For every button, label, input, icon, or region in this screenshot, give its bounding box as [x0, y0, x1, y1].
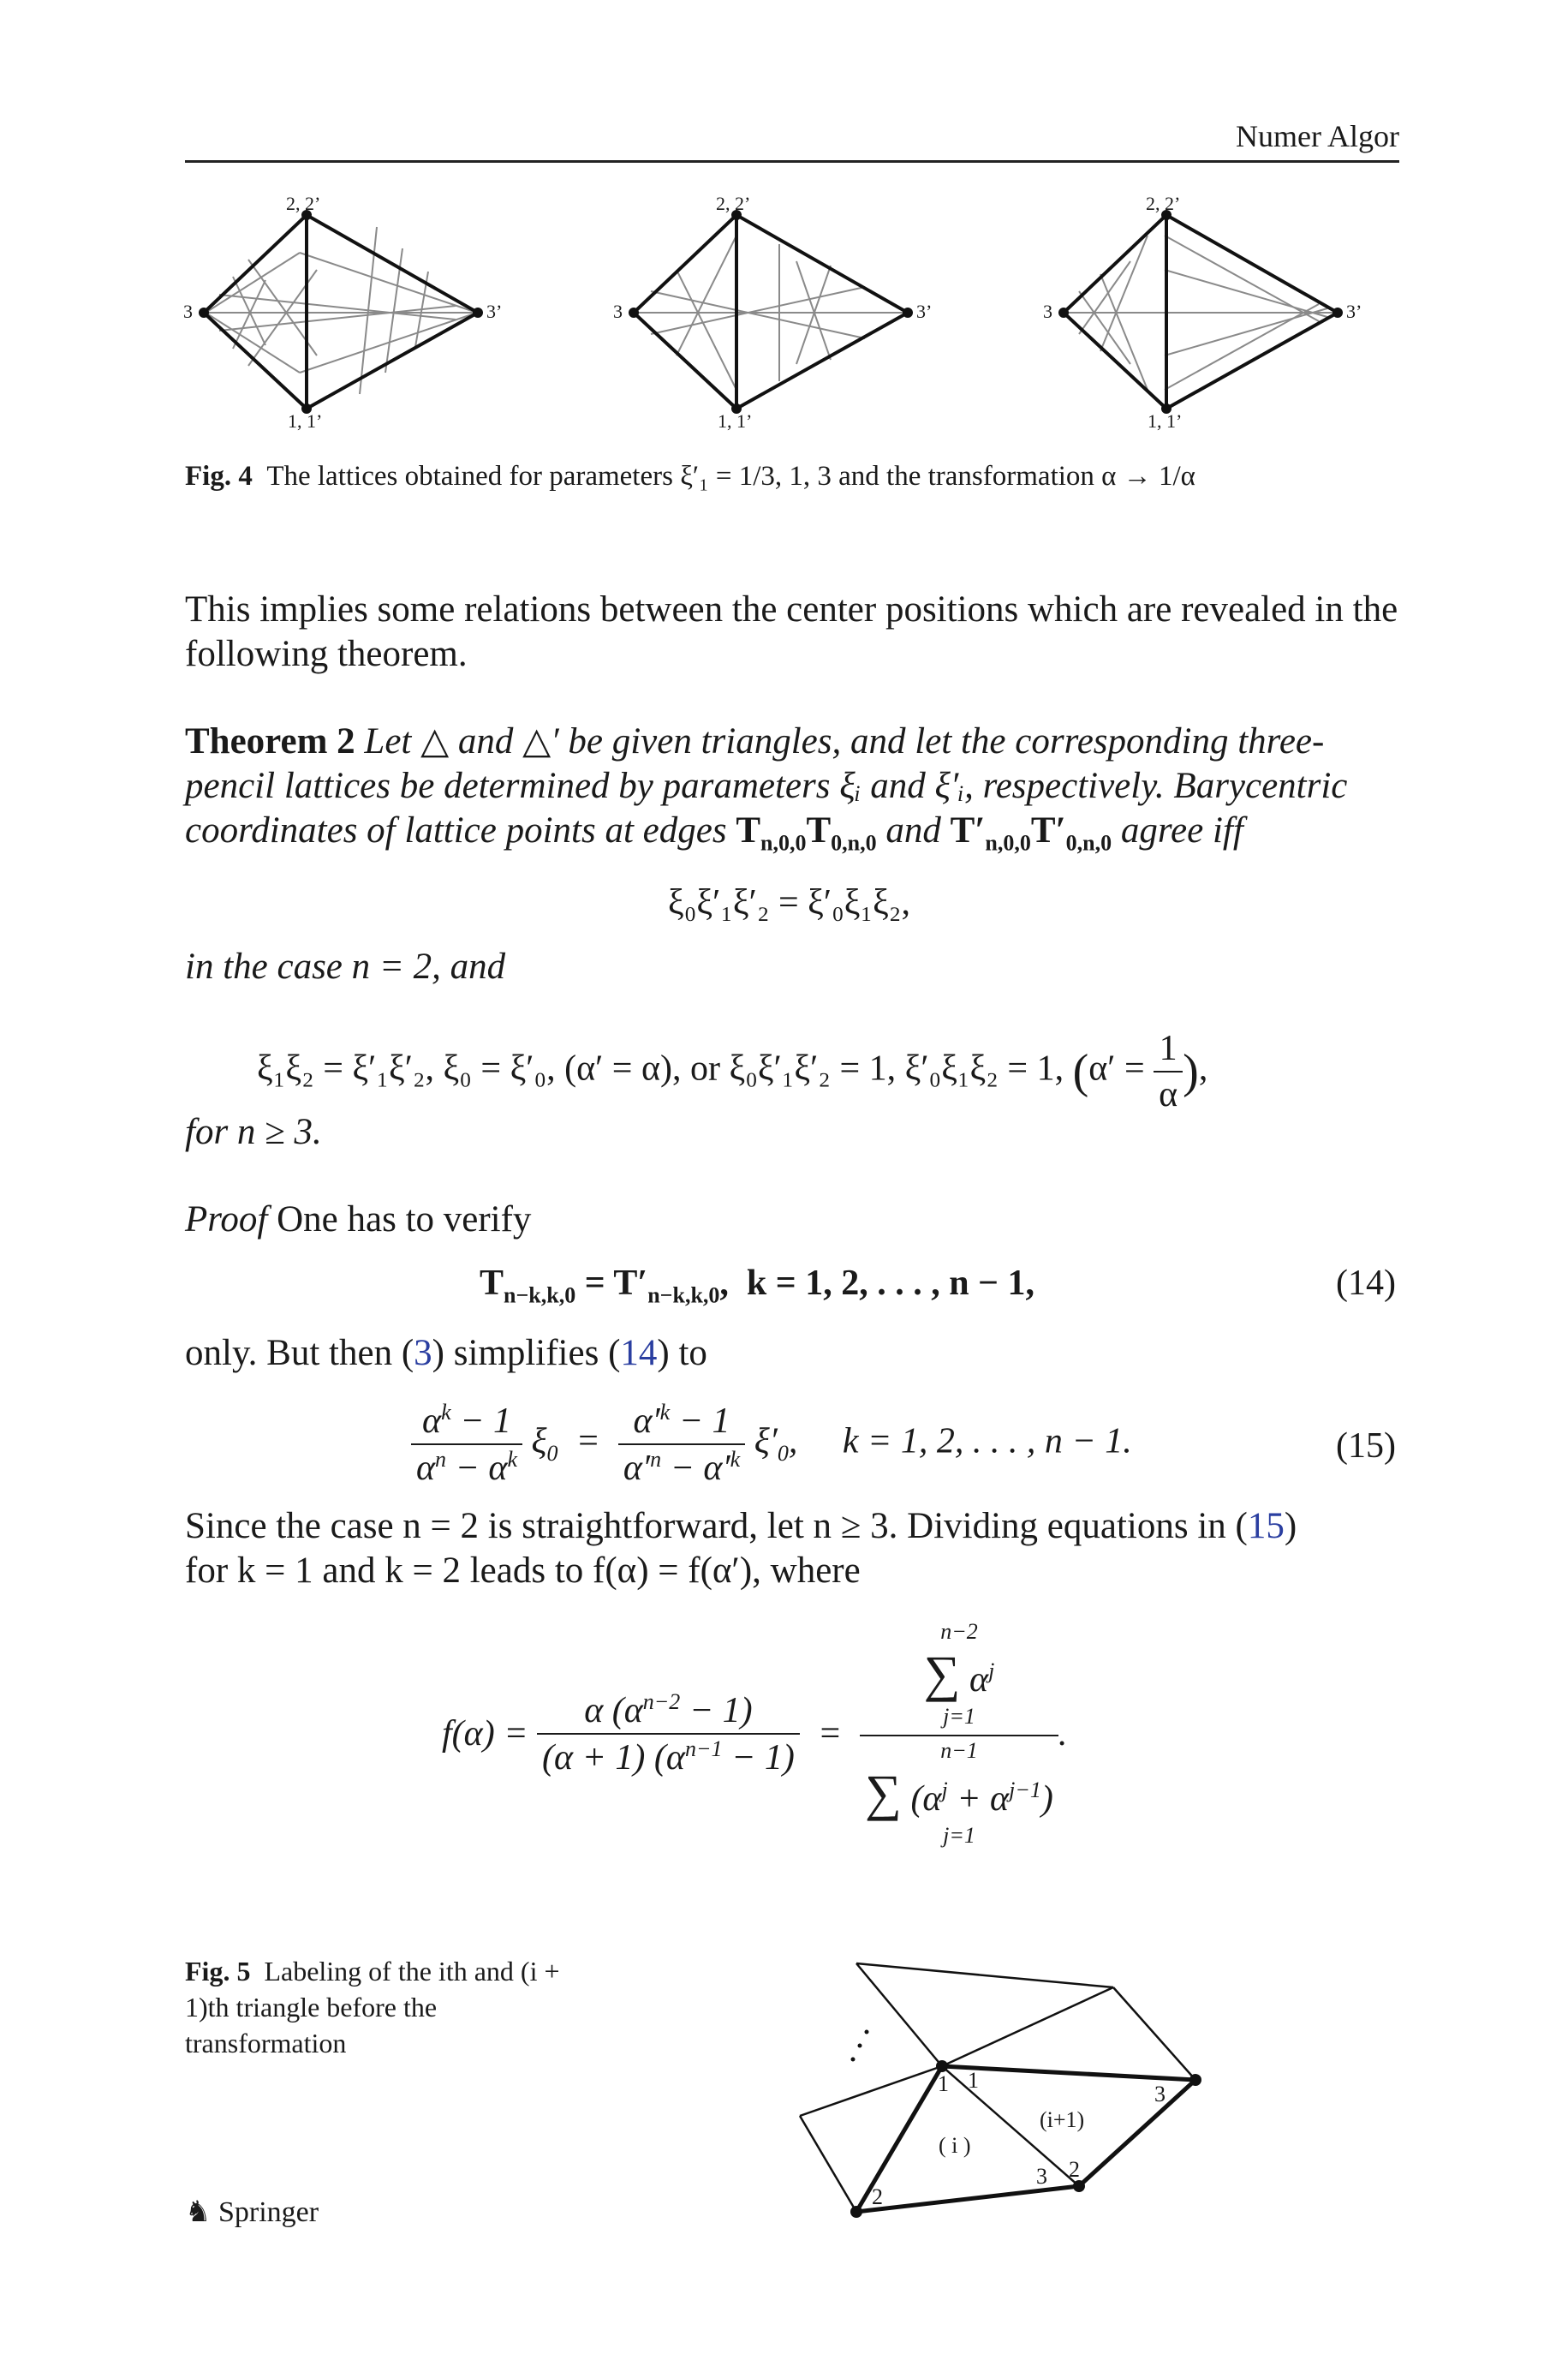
- equation-14: $T_{n-k,k,0} = T'_{n-k,k,0}$, k = 1, 2, . . . , n − 1,: [480, 1264, 1035, 1308]
- fig4-label-bottom-3: 1, 1’: [1148, 410, 1183, 432]
- journal-header: Numer Algor: [1236, 119, 1399, 153]
- paragraph-case: [185, 1504, 1399, 1593]
- equation-14-number: (14): [1336, 1264, 1396, 1303]
- figure-5-caption: [185, 1953, 579, 2061]
- para2-text-b: ): [1284, 1506, 1297, 1546]
- fig4-caption-label: Fig. 4: [185, 461, 253, 492]
- theorem-case-n2: in the case n = 2, and: [185, 947, 506, 987]
- fig5-caption-label: Fig. 5: [185, 1956, 251, 1987]
- fig5-node-1b: 1: [968, 2068, 979, 2093]
- fig4-label-top-2: 2, 2’: [716, 193, 751, 214]
- fig5-node-1: 1: [938, 2071, 949, 2096]
- theorem-line-1: Let △ and △′ be given triangles, and let the corresponding three-: [364, 721, 1325, 762]
- fig5-node-2: 2: [872, 2184, 883, 2209]
- fig5-node-3: 3: [1036, 2164, 1047, 2189]
- equation-n2: ξ₀ξ′₁ξ′₂ = ξ′₀ξ₁ξ₂,: [668, 883, 910, 923]
- proof-label: Proof: [185, 1199, 268, 1240]
- fig4-label-bottom-2: 1, 1’: [718, 410, 753, 432]
- figure-5: [771, 1945, 1233, 2240]
- fig5-node-3b: 3: [1154, 2082, 1166, 2106]
- proof-text-c: ) to: [657, 1333, 707, 1373]
- equation-14-range: k = 1, 2, . . . , n − 1,: [746, 1264, 1035, 1303]
- fig4-label-top-3: 2, 2’: [1146, 193, 1181, 214]
- ref-eq-14[interactable]: 14: [620, 1333, 658, 1373]
- fig5-node-2b: 2: [1069, 2157, 1080, 2182]
- equation-15-number: (15): [1336, 1426, 1396, 1466]
- fig4-caption-text: The lattices obtained for parameters ξ′₁ = 1/3, 1, 3 and the transformation α → 1/α: [266, 461, 1195, 492]
- fig4-label-left-2: 3: [613, 301, 623, 322]
- theorem-line-3d: agree iff: [1120, 810, 1243, 851]
- fig4-label-left-3: 3: [1043, 301, 1052, 322]
- equation-15: $\frac{\alpha^k - 1}{\alpha^n - \alpha^k}$ $\xi_0$ = $\frac{\alpha'^k - 1}{\alpha'^n - \alpha'^k}$ $\xi'_0$, k = 1, 2, . . . , n − 1.: [411, 1400, 1132, 1489]
- theorem-2: [185, 720, 1399, 866]
- theorem-label: Theorem 2: [185, 721, 355, 762]
- theorem-edge-2: $T'_{n,0,0}T'_{0,n,0}$: [950, 810, 1112, 856]
- equation-n3-text: ξ₁ξ₂ = ξ′₁ξ′₂, ξ₀ = ξ′₀, (α′ = α), or ξ₀ξ′₁ξ′₂ = 1, ξ′₀ξ₁ξ₂ = 1,: [257, 1049, 1064, 1089]
- fig5-label-i: ( i ): [939, 2133, 971, 2158]
- theorem-line-3a: coordinates of lattice points at edges: [185, 810, 727, 851]
- springer-wordmark: Springer: [218, 2196, 319, 2228]
- fig4-label-top-1: 2, 2’: [286, 193, 321, 214]
- paragraph-intro: This implies some relations between the center positions which are revealed in the following theorem.: [185, 589, 1398, 674]
- figure-4-caption: [185, 461, 1195, 493]
- proof-text-b: ) simplifies (: [432, 1333, 621, 1373]
- ref-eq-15[interactable]: 15: [1247, 1506, 1285, 1546]
- fig4-label-right-1: 3’: [486, 301, 503, 322]
- proof-text-a: only. But then (: [185, 1333, 414, 1373]
- fig4-label-left-1: 3: [183, 301, 193, 322]
- springer-logo: [185, 2195, 319, 2229]
- theorem-line-2: pencil lattices be determined by parameters ξᵢ and ξ′ᵢ, respectively. Barycentric: [185, 766, 1348, 806]
- figure-4: [180, 193, 1422, 437]
- para2-text-a: Since the case n = 2 is straightforward, let n ≥ 3. Dividing equations in (: [185, 1506, 1248, 1546]
- header-rule: [185, 160, 1399, 163]
- fig5-label-i1: (i+1): [1040, 2107, 1085, 2132]
- ref-eq-3[interactable]: 3: [414, 1333, 432, 1373]
- theorem-line-3c: and: [885, 810, 941, 851]
- equation-f-alpha: f(α) = $\frac{\alpha (\alpha^{n-2} - 1)}{(\alpha + 1) (\alpha^{n-1} - 1)}$ = n−2 ∑ $\alpha^j$ j=1 n−1 ∑ $(\alpha^j + \alpha^{j-1})$ j=1 .: [442, 1619, 1068, 1848]
- fig4-label-right-2: 3’: [916, 301, 933, 322]
- figure-4-lattices: [180, 193, 1422, 433]
- equation-n3: ξ₁ξ₂ = ξ′₁ξ′₂, ξ₀ = ξ′₀, (α′ = α), or ξ₀ξ′₁ξ′₂ = 1, ξ′₀ξ₁ξ₂ = 1, (α′ = $\frac{1}{\alpha}$ ),: [257, 1029, 1208, 1114]
- lattice-1: [206, 227, 477, 394]
- equation-15-range: k = 1, 2, . . . , n − 1.: [842, 1421, 1132, 1461]
- theorem-case-n3: for n ≥ 3.: [185, 1112, 322, 1152]
- fig5-caption-text: Labeling of the ith and (i + 1)th triangle before the transformation: [185, 1956, 560, 2058]
- para2-text-c: for k = 1 and k = 2 leads to f(α) = f(α′), where: [185, 1550, 861, 1591]
- proof-intro: [185, 1198, 531, 1242]
- theorem-edge-1: $T_{n,0,0}T_{0,n,0}$: [736, 810, 877, 856]
- proof-text: One has to verify: [277, 1199, 532, 1240]
- fig4-label-right-3: 3’: [1346, 301, 1362, 322]
- fig4-label-bottom-1: 1, 1’: [288, 410, 323, 432]
- springer-horse-icon: ♞: [185, 2196, 212, 2228]
- proof-line-after-14: [185, 1331, 707, 1376]
